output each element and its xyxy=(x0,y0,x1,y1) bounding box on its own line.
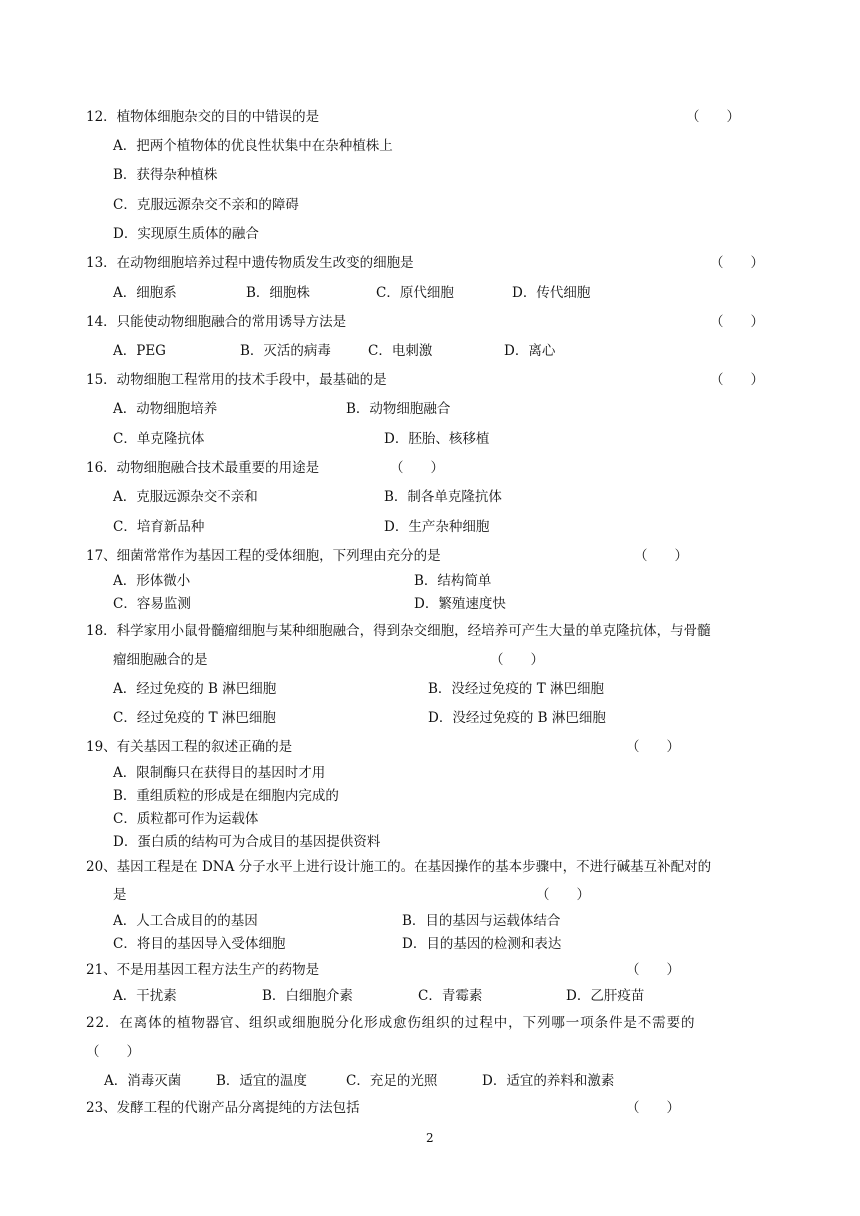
q20-option-d: D．目的基因的检测和表达 xyxy=(402,936,562,952)
q16-stem: 16．动物细胞融合技术最重要的用途是 xyxy=(86,460,320,476)
q23-answer-blank[interactable]: （ ） xyxy=(626,1100,680,1116)
q17-answer-blank[interactable]: （ ） xyxy=(634,548,688,564)
q20-stem-line1: 20、基因工程是在 DNA 分子水平上进行设计施工的。在基因操作的基本步骤中，不进行碱基互补配对的 xyxy=(86,859,712,875)
q16-option-c: C．培育新品种 xyxy=(113,519,205,535)
q22-option-d: D．适宜的养料和激素 xyxy=(482,1073,615,1089)
q12-option-b: B．获得杂种植株 xyxy=(113,167,218,183)
q12-stem: 12．植物体细胞杂交的目的中错误的是 xyxy=(86,109,320,125)
q13-option-d: D．传代细胞 xyxy=(512,285,591,301)
q21-option-b: B．白细胞介素 xyxy=(262,988,353,1004)
q21-option-c: C．青霉素 xyxy=(418,988,483,1004)
q21-stem: 21、不是用基因工程方法生产的药物是 xyxy=(86,962,320,978)
q21-option-d: D．乙肝疫苗 xyxy=(566,988,645,1004)
q17-stem: 17、细菌常常作为基因工程的受体细胞，下列理由充分的是 xyxy=(86,548,441,564)
q18-option-c: C．经过免疫的 T 淋巴细胞 xyxy=(113,710,276,726)
q19-stem: 19、有关基因工程的叙述正确的是 xyxy=(86,739,293,755)
q22-option-a: A．消毒灭菌 xyxy=(104,1073,182,1089)
q17-option-d: D．繁殖速度快 xyxy=(414,596,506,612)
q17-option-b: B．结构简单 xyxy=(414,573,492,589)
q19-option-b: B．重组质粒的形成是在细胞内完成的 xyxy=(113,788,339,804)
q17-option-a: A．形体微小 xyxy=(113,573,191,589)
q16-option-d: D．生产杂种细胞 xyxy=(384,519,490,535)
q15-option-c: C．单克隆抗体 xyxy=(113,431,205,447)
q15-option-d: D．胚胎、核移植 xyxy=(384,431,490,447)
q21-option-a: A．干扰素 xyxy=(113,988,177,1004)
q16-option-a: A．克服远源杂交不亲和 xyxy=(113,489,258,505)
q20-stem-line2: 是 xyxy=(113,887,127,903)
q19-option-c: C．质粒都可作为运载体 xyxy=(113,811,259,827)
q19-answer-blank[interactable]: （ ） xyxy=(626,739,680,755)
q13-option-a: A．细胞系 xyxy=(113,285,177,301)
q13-answer-blank[interactable]: （ ） xyxy=(710,255,764,271)
q18-stem-line1: 18．科学家用小鼠骨髓瘤细胞与某种细胞融合，得到杂交细胞，经培养可产生大量的单克隆抗体，与骨髓 xyxy=(86,623,711,639)
q12-answer-blank[interactable]: （ ） xyxy=(686,109,740,125)
q15-option-b: B．动物细胞融合 xyxy=(346,401,451,417)
q16-option-b: B．制各单克隆抗体 xyxy=(384,489,502,505)
q15-option-a: A．动物细胞培养 xyxy=(113,401,218,417)
q22-stem: 22．在离体的植物器官、组织或细胞脱分化形成愈伤组织的过程中，下列哪一项条件是不需要的 xyxy=(86,1015,696,1031)
q14-option-b: B．灭活的病毒 xyxy=(240,343,331,359)
q18-stem-line2: 瘤细胞融合的是 xyxy=(113,652,208,668)
q20-option-a: A．人工合成目的的基因 xyxy=(113,913,258,929)
q22-answer-blank[interactable]: （ ） xyxy=(86,1044,140,1060)
q22-option-b: B．适宜的温度 xyxy=(216,1073,307,1089)
q18-answer-blank[interactable]: （ ） xyxy=(490,652,544,668)
q12-option-d: D．实现原生质体的融合 xyxy=(113,226,259,242)
q13-option-b: B．细胞株 xyxy=(246,285,310,301)
q17-option-c: C．容易监测 xyxy=(113,596,191,612)
q13-option-c: C．原代细胞 xyxy=(376,285,454,301)
q19-option-a: A．限制酶只在获得目的基因时才用 xyxy=(113,765,326,781)
q20-answer-blank[interactable]: （ ） xyxy=(536,887,590,903)
q13-stem: 13．在动物细胞培养过程中遗传物质发生改变的细胞是 xyxy=(86,255,414,271)
q20-option-b: B．目的基因与运载体结合 xyxy=(402,913,561,929)
q23-stem: 23、发酵工程的代谢产品分离提纯的方法包括 xyxy=(86,1100,360,1116)
q18-option-d: D．没经过免疫的 B 淋巴细胞 xyxy=(428,710,606,726)
page-number: 2 xyxy=(426,1131,434,1145)
q20-option-c: C．将目的基因导入受体细胞 xyxy=(113,936,286,952)
q18-option-b: B．没经过免疫的 T 淋巴细胞 xyxy=(428,681,605,697)
q15-stem: 15．动物细胞工程常用的技术手段中，最基础的是 xyxy=(86,372,387,388)
q15-answer-blank[interactable]: （ ） xyxy=(710,372,764,388)
q14-option-d: D．离心 xyxy=(504,343,556,359)
q14-option-c: C．电刺激 xyxy=(368,343,433,359)
q16-answer-blank[interactable]: （ ） xyxy=(390,460,444,476)
q19-option-d: D．蛋白质的结构可为合成目的基因提供资料 xyxy=(113,834,381,850)
q21-answer-blank[interactable]: （ ） xyxy=(626,962,680,978)
q22-option-c: C．充足的光照 xyxy=(346,1073,438,1089)
q12-option-a: A．把两个植物体的优良性状集中在杂种植株上 xyxy=(113,138,393,154)
q12-option-c: C．克服远源杂交不亲和的障碍 xyxy=(113,197,299,213)
q14-option-a: A．PEG xyxy=(113,343,166,359)
q18-option-a: A．经过免疫的 B 淋巴细胞 xyxy=(113,681,277,697)
q14-stem: 14．只能使动物细胞融合的常用诱导方法是 xyxy=(86,314,347,330)
q14-answer-blank[interactable]: （ ） xyxy=(710,314,764,330)
